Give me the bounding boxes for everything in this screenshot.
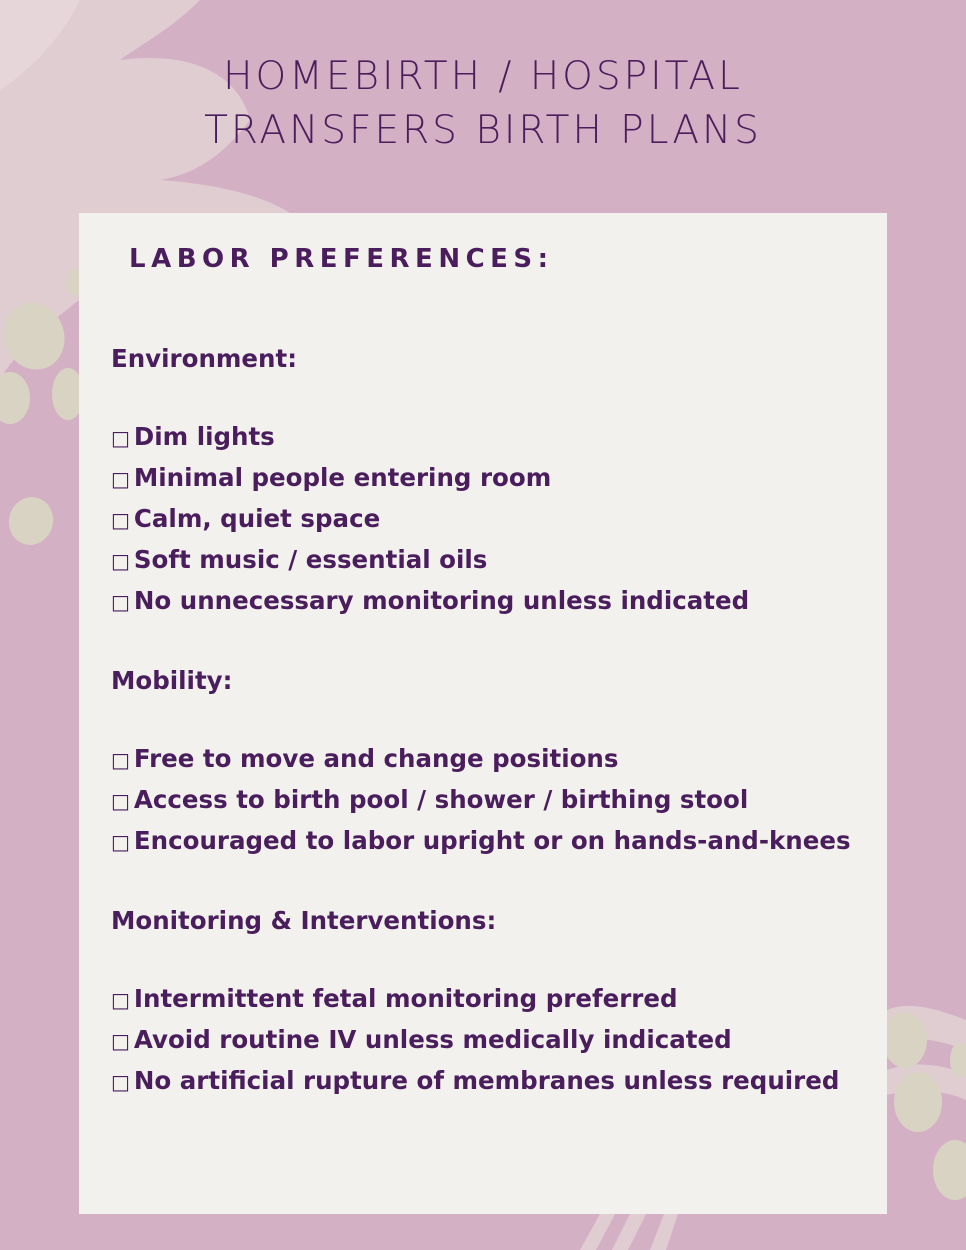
list-item-label: Free to move and change positions — [133, 744, 619, 773]
list-item-label: Dim lights — [133, 422, 275, 451]
checkbox-icon[interactable]: □ — [111, 590, 130, 614]
pebble-shape — [0, 372, 30, 424]
section-title-mobility: Mobility: — [111, 666, 233, 695]
list-item — [111, 499, 851, 540]
checkbox-icon[interactable]: □ — [111, 748, 130, 772]
page-title — [0, 50, 966, 158]
list-item-label: Access to birth pool / shower / birthing stool — [133, 785, 749, 814]
pebble-shape — [933, 1140, 966, 1200]
list-item-label: Minimal people entering room — [133, 463, 552, 492]
leaf-stripe — [650, 1214, 678, 1250]
pebble-shape — [894, 1072, 942, 1132]
list-item — [111, 417, 851, 458]
mobility-list — [111, 739, 851, 862]
checkbox-icon[interactable]: □ — [111, 1029, 130, 1053]
checkbox-icon[interactable]: □ — [111, 508, 130, 532]
list-item-label: Calm, quiet space — [133, 504, 381, 533]
checkbox-icon[interactable]: □ — [111, 1070, 130, 1094]
list-item-label: No artificial rupture of membranes unless required — [133, 1066, 840, 1095]
list-item-label: Intermittent fetal monitoring preferred — [133, 984, 678, 1013]
checkbox-icon[interactable]: □ — [111, 830, 130, 854]
section-title-monitoring: Monitoring & Interventions: — [111, 906, 497, 935]
content-card — [79, 213, 887, 1214]
list-item — [111, 1061, 851, 1102]
checkbox-icon[interactable]: □ — [111, 988, 130, 1012]
list-item-label: No unnecessary monitoring unless indicated — [133, 586, 750, 615]
list-item — [111, 540, 851, 581]
list-item-label: Soft music / essential oils — [133, 545, 488, 574]
pebble-shape — [883, 1012, 927, 1068]
environment-list — [111, 417, 851, 622]
list-item — [111, 821, 851, 862]
leaf-stripe — [612, 1214, 646, 1250]
checkbox-icon[interactable]: □ — [111, 426, 130, 450]
pebble-shape — [4, 492, 59, 550]
list-item — [111, 581, 851, 622]
checkbox-icon[interactable]: □ — [111, 549, 130, 573]
list-item — [111, 979, 851, 1020]
card-heading: LABOR PREFERENCES: — [129, 244, 554, 274]
list-item-label: Avoid routine IV unless medically indicated — [133, 1025, 732, 1054]
title-line-2: TRANSFERS BIRTH PLANS — [204, 108, 762, 153]
list-item — [111, 739, 851, 780]
section-title-environment: Environment: — [111, 344, 297, 373]
list-item — [111, 1020, 851, 1061]
monitoring-list — [111, 979, 851, 1102]
list-item — [111, 458, 851, 499]
title-line-1: HOMEBIRTH / HOSPITAL — [223, 54, 743, 99]
leaf-stripe — [580, 1214, 615, 1250]
checkbox-icon[interactable]: □ — [111, 789, 130, 813]
checkbox-icon[interactable]: □ — [111, 467, 130, 491]
list-item-label: Encouraged to labor upright or on hands-and-knees — [133, 826, 851, 855]
preferences-content — [111, 339, 851, 1102]
list-item — [111, 780, 851, 821]
